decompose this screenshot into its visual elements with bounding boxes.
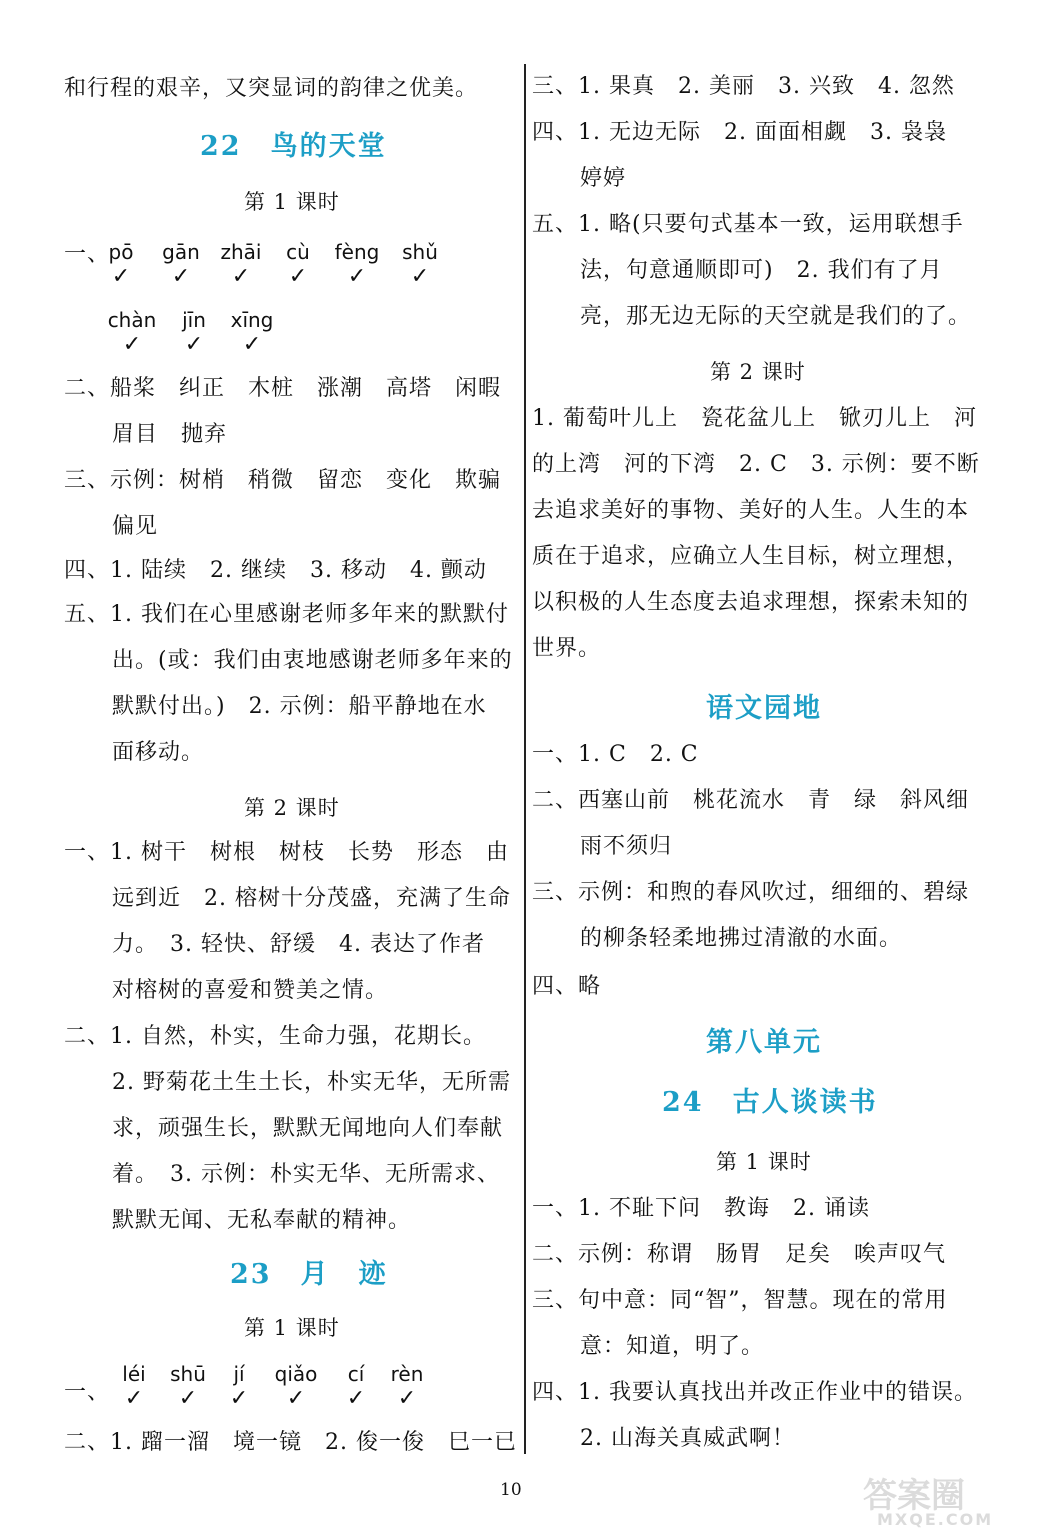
check-mark-icon: ✓: [231, 264, 251, 289]
unit-8-title: 第八单元: [706, 1027, 822, 1058]
check-mark-icon: ✓: [288, 264, 308, 289]
lesson-22-title: 22 鸟的天堂: [200, 131, 387, 162]
text-line: 2. 野菊花土生土长，朴实无华，无所需: [112, 1070, 511, 1095]
check-mark-icon: ✓: [229, 1386, 249, 1411]
text-line: 雨不须归: [580, 834, 673, 859]
pinyin-syllable: gān: [162, 240, 200, 264]
column-divider: [524, 64, 526, 1454]
watermark-logo: [855, 1468, 1025, 1530]
text-line: 二、1. 自然，朴实，生命力强，花期长。: [64, 1024, 486, 1049]
text-line: 三、示例：树梢 稍微 留恋 变化 欺骗: [64, 468, 502, 493]
pinyin-syllable: chàn: [107, 308, 157, 332]
text-line: 远到近 2. 榕树十分茂盛，充满了生命: [112, 886, 511, 911]
text-line: 偏见: [112, 514, 159, 539]
text-line: 三、1. 果真 2. 美丽 3. 兴致 4. 忽然: [532, 74, 955, 99]
text-line: 的上湾 河的下湾 2. C 3. 示例：要不断: [532, 452, 980, 477]
check-mark-icon: ✓: [184, 332, 204, 357]
check-mark-icon: ✓: [171, 264, 191, 289]
text-line: 意：知道，明了。: [580, 1334, 765, 1359]
yuwen-yuandi-title: 语文园地: [706, 693, 822, 724]
text-line: 五、1. 略(只要句式基本一致，运用联想手: [532, 212, 964, 237]
check-mark-icon: ✓: [397, 1386, 417, 1411]
pinyin-syllable: shū: [170, 1362, 206, 1386]
text-line: 三、句中意：同“智”，智慧。现在的常用: [532, 1288, 948, 1313]
text-line: 2. 山海关真威武啊！: [580, 1426, 795, 1451]
text-line: 二、1. 蹓一溜 境一镜 2. 俊一俊 巳一已: [64, 1430, 517, 1455]
pinyin-syllable: jīn: [182, 308, 206, 332]
text-line: 世界。: [532, 636, 602, 661]
text-line: 的柳条轻柔地拂过清澈的水面。: [580, 926, 903, 951]
pinyin-syllable: shǔ: [402, 240, 438, 264]
check-mark-icon: ✓: [286, 1386, 306, 1411]
text-line: 默默付出。) 2. 示例：船平静地在水: [112, 694, 487, 719]
text-line: 法，句意通顺即可) 2. 我们有了月: [580, 258, 943, 283]
text-line: 二、示例：称谓 肠胃 足矣 唉声叹气: [532, 1242, 947, 1267]
lesson-period-heading: 第 1 课时: [716, 1150, 812, 1174]
text-line: 和行程的艰辛，又突显词的韵律之优美。: [64, 76, 479, 101]
lesson-period-heading: 第 2 课时: [244, 796, 340, 820]
text-line: 四、略: [532, 974, 602, 999]
pinyin-syllable: cí: [347, 1362, 365, 1386]
text-line: 二、船桨 纠正 木桩 涨潮 高塔 闲暇: [64, 376, 502, 401]
pinyin-syllable: fèng: [334, 240, 380, 264]
lesson-period-heading: 第 2 课时: [710, 360, 806, 384]
text-line: 求，顽强生长，默默无闻地向人们奉献: [112, 1116, 504, 1141]
watermark-main-text: 答案圈: [863, 1476, 965, 1516]
text-line: 亮，那无边无际的天空就是我们的了。: [580, 304, 972, 329]
text-line: 对榕树的喜爱和赞美之情。: [112, 978, 389, 1003]
check-mark-icon: ✓: [347, 264, 367, 289]
page-number: 10: [500, 1480, 522, 1500]
text-line: 四、1. 我要认真找出并改正作业中的错误。: [532, 1380, 977, 1405]
text-line: 眉目 抛弃: [112, 422, 228, 447]
question-label: 一、: [64, 242, 111, 267]
check-mark-icon: ✓: [178, 1386, 198, 1411]
text-line: 四、1. 陆续 2. 继续 3. 移动 4. 颤动: [64, 558, 487, 583]
check-mark-icon: ✓: [111, 264, 131, 289]
check-mark-icon: ✓: [242, 332, 262, 357]
text-line: 三、示例：和煦的春风吹过，细细的、碧绿: [532, 880, 970, 905]
lesson-period-heading: 第 1 课时: [244, 190, 340, 214]
question-label: 一、: [64, 1380, 111, 1405]
pinyin-syllable: qiǎo: [274, 1362, 318, 1386]
pinyin-syllable: pō: [108, 240, 134, 264]
check-mark-icon: ✓: [124, 1386, 144, 1411]
text-line: 着。 3. 示例：朴实无华、无所需求、: [112, 1162, 500, 1187]
text-line: 五、1. 我们在心里感谢老师多年来的默默付: [64, 602, 509, 627]
text-line: 一、1. 不耻下问 教诲 2. 诵读: [532, 1196, 870, 1221]
pinyin-syllable: zhāi: [220, 240, 262, 264]
pinyin-syllable: xīng: [230, 308, 274, 332]
text-line: 一、1. C 2. C: [532, 742, 699, 767]
text-line: 二、西塞山前 桃花流水 青 绿 斜风细: [532, 788, 970, 813]
text-line: 以积极的人生态度去追求理想，探索未知的: [532, 590, 970, 615]
pinyin-syllable: léi: [122, 1362, 146, 1386]
text-line: 一、1. 树干 树根 树枝 长势 形态 由: [64, 840, 509, 865]
text-line: 四、1. 无边无际 2. 面面相觑 3. 袅袅: [532, 120, 947, 145]
lesson-period-heading: 第 1 课时: [244, 1316, 340, 1340]
text-line: 去追求美好的事物、美好的人生。人生的本: [532, 498, 970, 523]
check-mark-icon: ✓: [346, 1386, 366, 1411]
pinyin-syllable: cù: [286, 240, 310, 264]
text-line: 面移动。: [112, 740, 205, 765]
watermark-sub-text: MXQE.COM: [877, 1510, 994, 1529]
text-line: 婷婷: [580, 166, 627, 191]
text-line: 质在于追求，应确立人生目标，树立理想，: [532, 544, 970, 569]
check-mark-icon: ✓: [410, 264, 430, 289]
text-line: 1. 葡萄叶儿上 瓷花盆儿上 锨刃儿上 河: [532, 406, 977, 431]
lesson-24-title: 24 古人谈读书: [662, 1087, 878, 1118]
pinyin-syllable: rèn: [390, 1362, 424, 1386]
pinyin-syllable: jí: [233, 1362, 245, 1386]
text-line: 力。 3. 轻快、舒缓 4. 表达了作者: [112, 932, 485, 957]
check-mark-icon: ✓: [122, 332, 142, 357]
text-line: 出。(或：我们由衷地感谢老师多年来的: [112, 648, 513, 673]
lesson-23-title: 23 月 迹: [230, 1259, 388, 1290]
text-line: 默默无闻、无私奉献的精神。: [112, 1208, 412, 1233]
